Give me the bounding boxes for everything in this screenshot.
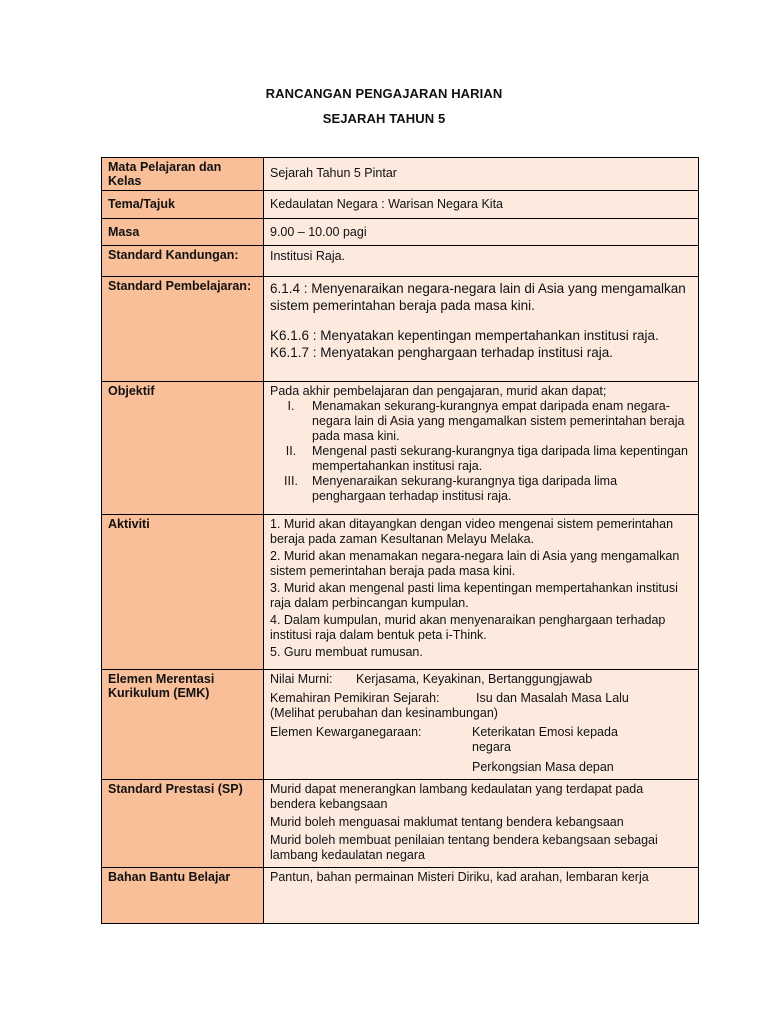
value-bahan-bantu: Pantun, bahan permainan Misteri Diriku, kad arahan, lembaran kerja <box>264 868 698 923</box>
objektif-list <box>270 399 692 504</box>
row-aktiviti <box>102 515 698 670</box>
label-mata-pelajaran: Mata Pelajaran dan Kelas <box>102 158 264 190</box>
sp-item: K6.1.7 : Menyatakan penghargaan terhadap institusi raja. <box>270 345 613 360</box>
value-standard-pembelajaran <box>264 277 698 381</box>
value-objektif <box>264 382 698 514</box>
label-bahan-bantu: Bahan Bantu Belajar <box>102 868 264 923</box>
emk-kew-value2: Perkongsian Masa depan <box>472 760 614 774</box>
objektif-intro: Pada akhir pembelajaran dan pengajaran, murid akan dapat; <box>270 384 607 398</box>
lesson-plan-table <box>101 157 699 924</box>
label-standard-kandungan: Standard Kandungan: <box>102 246 264 276</box>
sp-prestasi-item: Murid dapat menerangkan lambang kedaulatan yang terdapat pada bendera kebangsaan <box>270 782 644 811</box>
row-tema <box>102 191 698 219</box>
value-mata-pelajaran: Sejarah Tahun 5 Pintar <box>264 158 698 190</box>
row-standard-pembelajaran <box>102 277 698 382</box>
value-tema: Kedaulatan Negara : Warisan Negara Kita <box>264 191 698 218</box>
label-standard-pembelajaran: Standard Pembelajaran: <box>102 277 264 381</box>
row-mata-pelajaran <box>102 158 698 191</box>
label-objektif: Objektif <box>102 382 264 514</box>
value-standard-kandungan: Institusi Raja. <box>264 246 698 276</box>
aktiviti-item: 2. Murid akan menamakan negara-negara lain di Asia yang mengamalkan sistem pemerintahan beraja pada masa kini. <box>270 549 680 578</box>
row-bahan-bantu <box>102 868 698 923</box>
value-masa: 9.00 – 10.00 pagi <box>264 219 698 245</box>
row-standard-prestasi <box>102 780 698 868</box>
emk-nilai: Nilai Murni: Kerjasama, Keyakinan, Bertanggungjawab <box>270 672 593 686</box>
page-title: RANCANGAN PENGAJARAN HARIAN <box>265 86 503 101</box>
emk-kew-cont: negara <box>472 740 511 754</box>
row-masa <box>102 219 698 246</box>
row-standard-kandungan <box>102 246 698 277</box>
emk-kps: Kemahiran Pemikiran Sejarah: Isu dan Masalah Masa Lalu <box>270 691 629 705</box>
aktiviti-item: 1. Murid akan ditayangkan dengan video mengenai sistem pemerintahan beraja pada zaman Kesultanan Melayu Melaka. <box>270 517 674 546</box>
emk-kps-extra: (Melihat perubahan dan kesinambungan) <box>270 706 498 720</box>
row-emk <box>102 670 698 780</box>
sp-item: 6.1.4 : Menyenaraikan negara-negara lain di Asia yang mengamalkan sistem pemerintahan beraja pada masa kini. <box>270 281 686 313</box>
page-subtitle: SEJARAH TAHUN 5 <box>322 111 446 126</box>
label-emk: Elemen Merentasi Kurikulum (EMK) <box>102 670 264 779</box>
sp-prestasi-item: Murid boleh menguasai maklumat tentang bendera kebangsaan <box>270 815 624 829</box>
aktiviti-item: 5. Guru membuat rumusan. <box>270 645 423 659</box>
sp-prestasi-item: Murid boleh membuat penilaian tentang bendera kebangsaan sebagai lambang kedaulatan negara <box>270 833 658 862</box>
label-masa: Masa <box>102 219 264 245</box>
value-emk <box>264 670 698 779</box>
aktiviti-item: 4. Dalam kumpulan, murid akan menyenaraikan penghargaan terhadap institusi raja dalam bentuk peta i-Think. <box>270 613 666 642</box>
emk-kewarganegaraan: Elemen Kewarganegaraan: Keterikatan Emosi kepada <box>270 725 618 739</box>
list-item: I. Menamakan sekurang-kurangnya empat daripada enam negara-negara lain di Asia yang mengamalkan sistem pemerintahan beraja pada masa kini. <box>287 399 685 443</box>
label-aktiviti: Aktiviti <box>102 515 264 669</box>
list-item: II. Mengenal pasti sekurang-kurangnya tiga daripada lima kepentingan mempertahankan institusi raja. <box>285 444 688 473</box>
aktiviti-item: 3. Murid akan mengenal pasti lima kepentingan mempertahankan institusi raja dalam perbincangan kumpulan. <box>270 581 678 610</box>
value-standard-prestasi <box>264 780 698 867</box>
sp-item: K6.1.6 : Menyatakan kepentingan mempertahankan institusi raja. <box>270 328 659 343</box>
label-tema: Tema/Tajuk <box>102 191 264 218</box>
label-standard-prestasi: Standard Prestasi (SP) <box>102 780 264 867</box>
value-aktiviti <box>264 515 698 669</box>
list-item: III. Menyenaraikan sekurang-kurangnya tiga daripada lima penghargaan terhadap institusi raja. <box>284 474 618 503</box>
row-objektif <box>102 382 698 515</box>
